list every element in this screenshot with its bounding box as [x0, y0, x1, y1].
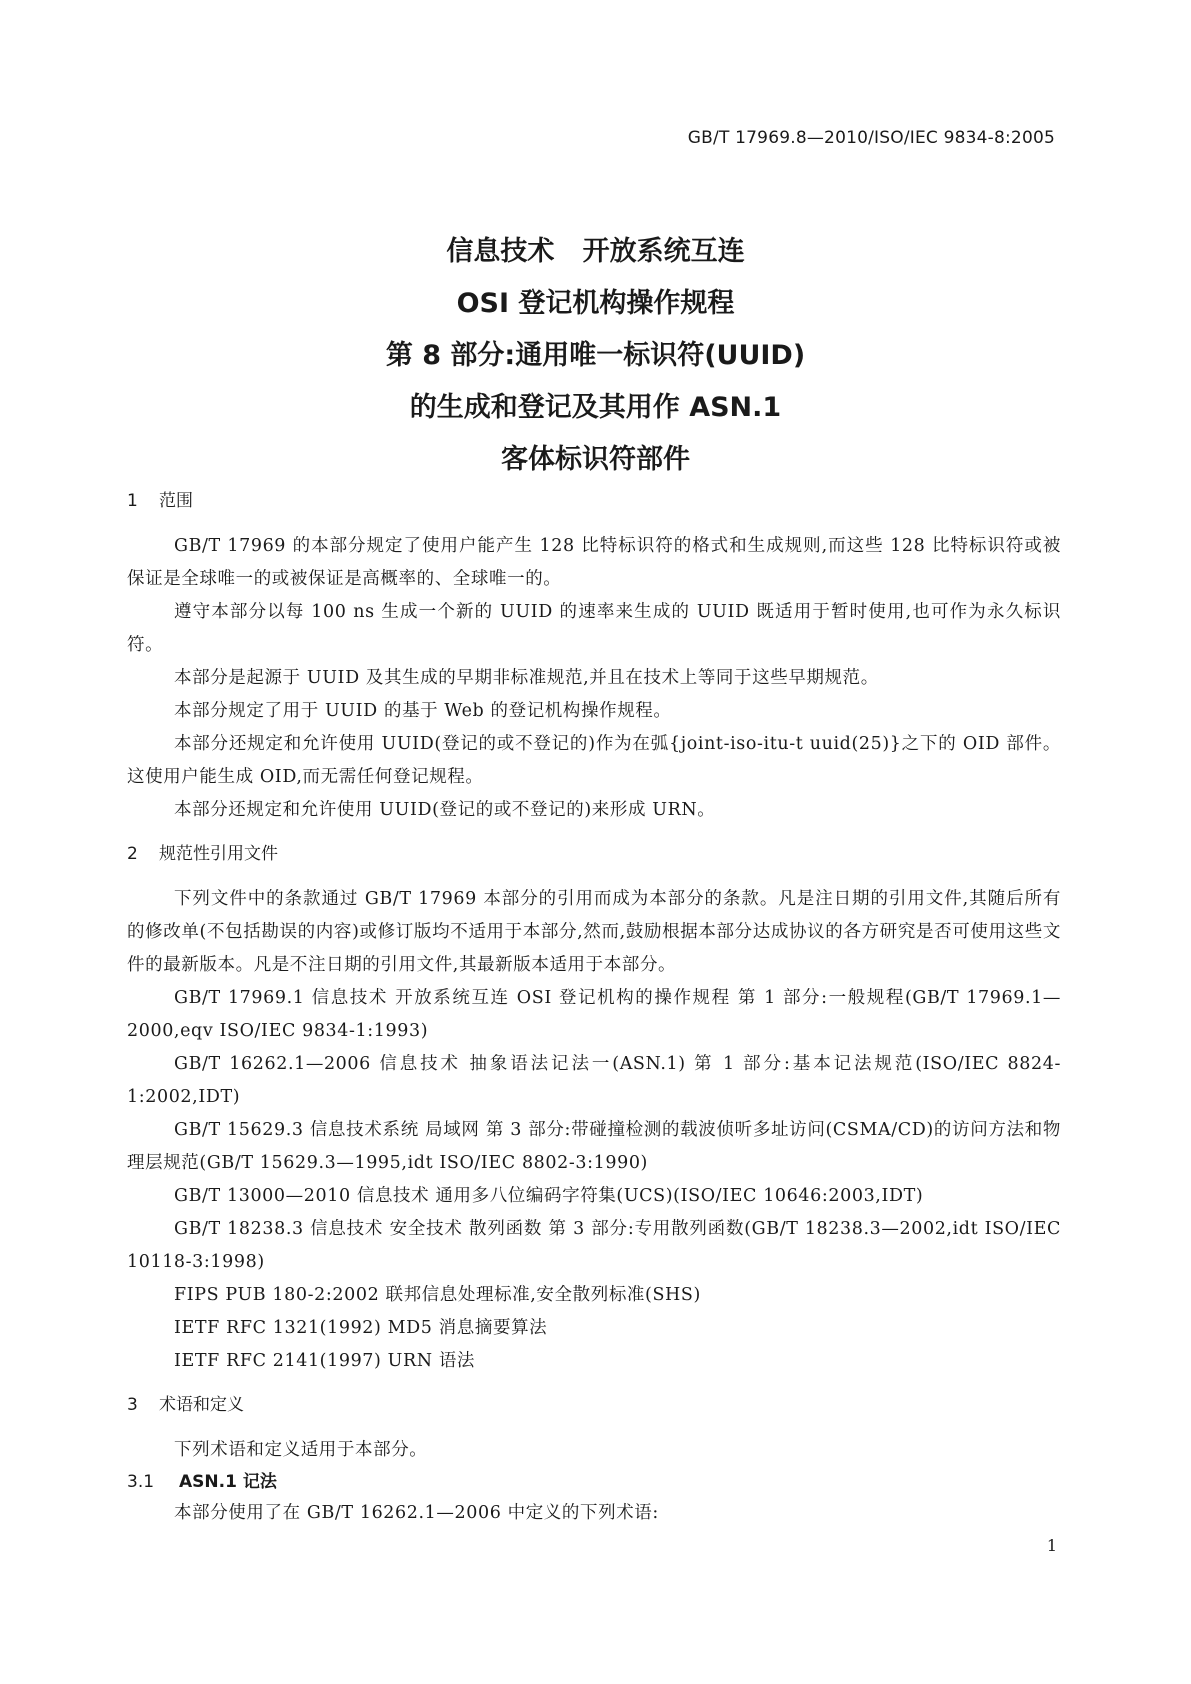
subsection-title: ASN.1 记法: [179, 1472, 277, 1492]
scope-paragraph: 本部分是起源于 UUID 及其生成的早期非标准规范,并且在技术上等同于这些早期规范。: [174, 668, 879, 688]
scope-paragraph: 本部分还规定和允许使用 UUID(登记的或不登记的)作为在弧{joint-iso-itu-t uuid(25)}之下的 OID 部件。这使用户能生成 OID,而无需任何登记规程。: [127, 734, 1061, 787]
reference-item: GB/T 15629.3 信息技术系统 局域网 第 3 部分:带碰撞检测的载波侦听多址访问(CSMA/CD)的访问方法和物理层规范(GB/T 15629.3—1995,idt ISO/IEC 8802-3:1990): [127, 1120, 1061, 1173]
document-title: [0, 226, 1191, 486]
scope-paragraph: 遵守本部分以每 100 ns 生成一个新的 UUID 的速率来生成的 UUID 既适用于暂时使用,也可作为永久标识符。: [127, 602, 1061, 655]
section-title: 术语和定义: [159, 1395, 244, 1415]
reference-item: IETF RFC 2141(1997) URN 语法: [174, 1351, 476, 1371]
section-heading-terms-definitions: [127, 1390, 1061, 1420]
section-number: 3: [127, 1395, 138, 1415]
subsection-number: 3.1: [127, 1472, 155, 1492]
reference-item: FIPS PUB 180-2:2002 联邦信息处理标准,安全散列标准(SHS): [174, 1285, 701, 1305]
reference-item: IETF RFC 1321(1992) MD5 消息摘要算法: [174, 1318, 548, 1338]
section-title: 范围: [159, 491, 193, 511]
reference-item: GB/T 17969.1 信息技术 开放系统互连 OSI 登记机构的操作规程 第 1 部分:一般规程(GB/T 17969.1—2000,eqv ISO/IEC 9834-1:1993): [127, 988, 1061, 1041]
reference-item: GB/T 18238.3 信息技术 安全技术 散列函数 第 3 部分:专用散列函数(GB/T 18238.3—2002,idt ISO/IEC 10118-3:1998): [127, 1219, 1061, 1272]
scope-paragraph: GB/T 17969 的本部分规定了使用户能产生 128 比特标识符的格式和生成规则,而这些 128 比特标识符或被保证是全球唯一的或被保证是高概率的、全球唯一的。: [127, 536, 1061, 589]
section-number: 2: [127, 844, 138, 864]
scope-paragraph: 本部分规定了用于 UUID 的基于 Web 的登记机构操作规程。: [174, 701, 672, 721]
section-heading-scope: [127, 486, 1061, 516]
standard-number-header: GB/T 17969.8—2010/ISO/IEC 9834-8:2005: [687, 128, 1055, 148]
reference-item: GB/T 13000—2010 信息技术 通用多八位编码字符集(UCS)(ISO/IEC 10646:2003,IDT): [174, 1186, 924, 1206]
document-body: [127, 486, 1061, 1530]
section-title: 规范性引用文件: [159, 844, 278, 864]
title-line: 的生成和登记及其用作 ASN.1: [409, 392, 782, 423]
asn1-terms-paragraph: 本部分使用了在 GB/T 16262.1—2006 中定义的下列术语:: [174, 1503, 659, 1523]
references-intro-paragraph: 下列文件中的条款通过 GB/T 17969 本部分的引用而成为本部分的条款。凡是注日期的引用文件,其随后所有的修改单(不包括勘误的内容)或修订版均不适用于本部分,然而,鼓励根据本部分达成协议的各方研究是否可使用这些文件的最新版本。凡是不注日期的引用文件,其最新版本适用于本部分。: [127, 889, 1061, 975]
subsection-heading-asn1: [127, 1467, 1061, 1497]
page-number: 1: [1046, 1536, 1057, 1555]
section-number: 1: [127, 491, 138, 511]
title-line: OSI 登记机构操作规程: [456, 288, 735, 319]
section-heading-normative-references: [127, 839, 1061, 869]
terms-intro-paragraph: 下列术语和定义适用于本部分。: [174, 1440, 428, 1460]
title-line: 信息技术 开放系统互连: [446, 236, 745, 267]
title-line: 第 8 部分:通用唯一标识符(UUID): [385, 340, 806, 371]
scope-paragraph: 本部分还规定和允许使用 UUID(登记的或不登记的)来形成 URN。: [174, 800, 716, 820]
title-line: 客体标识符部件: [501, 444, 690, 475]
reference-item: GB/T 16262.1—2006 信息技术 抽象语法记法一(ASN.1) 第 1 部分:基本记法规范(ISO/IEC 8824-1:2002,IDT): [127, 1054, 1061, 1107]
